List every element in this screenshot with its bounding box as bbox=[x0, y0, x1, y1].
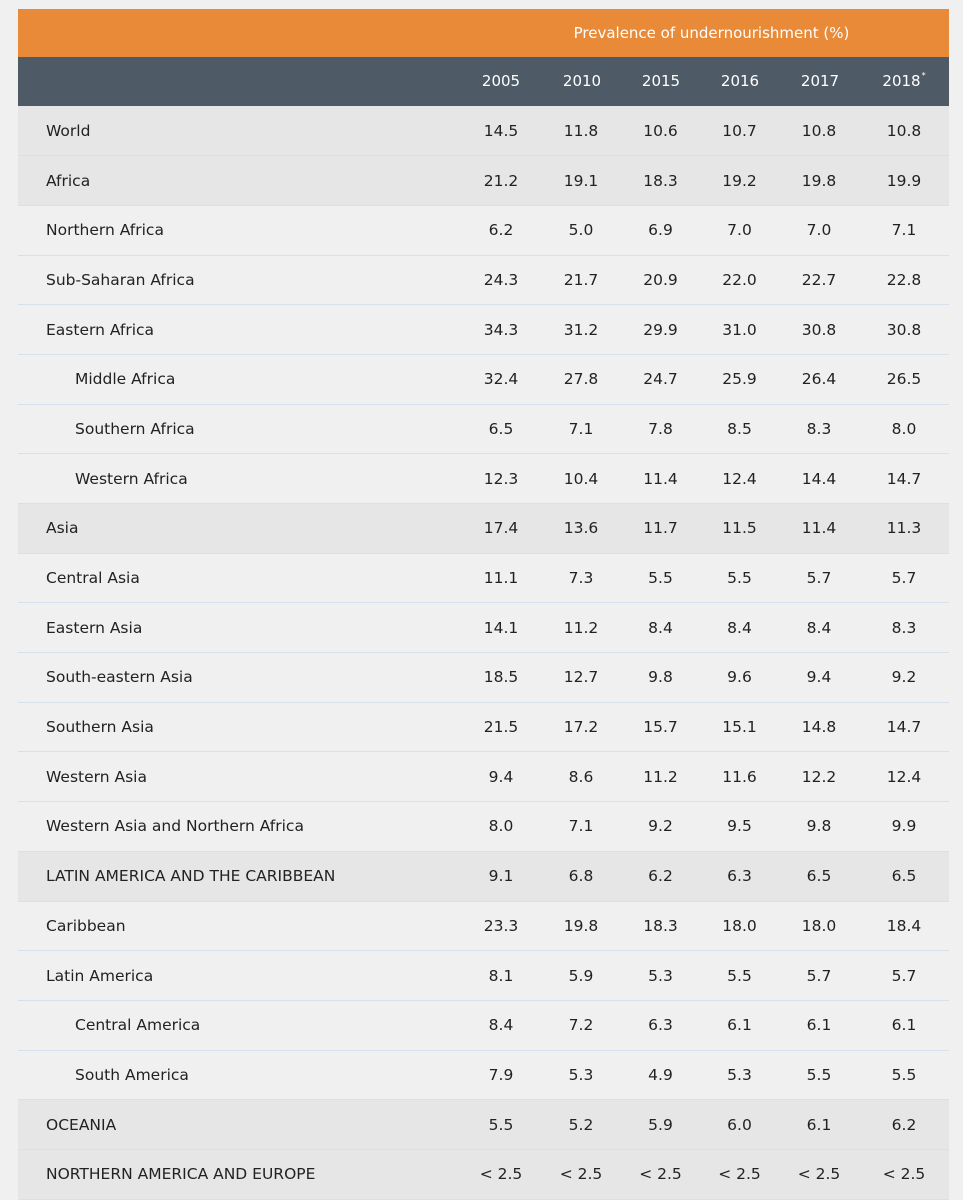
value-cell: 6.8 bbox=[541, 851, 621, 901]
value-cell: 6.0 bbox=[700, 1100, 779, 1150]
value-cell: 11.8 bbox=[541, 106, 621, 156]
value-cell: 6.1 bbox=[779, 1100, 859, 1150]
value-cell: 9.4 bbox=[779, 653, 859, 703]
value-cell: 31.0 bbox=[700, 305, 779, 355]
value-cell: 11.4 bbox=[621, 454, 700, 504]
value-cell: 26.5 bbox=[859, 354, 949, 404]
value-cell: 5.3 bbox=[621, 951, 700, 1001]
value-cell: 12.3 bbox=[461, 454, 541, 504]
value-cell: 18.3 bbox=[621, 901, 700, 951]
region-label: South America bbox=[18, 1050, 461, 1100]
value-cell: 30.8 bbox=[779, 305, 859, 355]
value-cell: 8.4 bbox=[779, 603, 859, 653]
value-cell: 19.9 bbox=[859, 156, 949, 206]
value-cell: 14.4 bbox=[779, 454, 859, 504]
table-title: Prevalence of undernourishment (%) bbox=[573, 24, 850, 42]
region-label: Eastern Asia bbox=[18, 603, 461, 653]
value-cell: 23.3 bbox=[461, 901, 541, 951]
value-cell: 21.5 bbox=[461, 702, 541, 752]
table-row bbox=[18, 553, 949, 603]
value-cell: 5.7 bbox=[779, 951, 859, 1001]
value-cell: 31.2 bbox=[541, 305, 621, 355]
value-cell: 6.1 bbox=[779, 1000, 859, 1050]
value-cell: 6.5 bbox=[859, 851, 949, 901]
year-label: 2015 bbox=[641, 72, 681, 90]
region-label: Central America bbox=[18, 1000, 461, 1050]
value-cell: 5.3 bbox=[700, 1050, 779, 1100]
table-row bbox=[18, 454, 949, 504]
value-cell: 7.1 bbox=[859, 205, 949, 255]
region-label: Western Africa bbox=[18, 454, 461, 504]
value-cell: 9.6 bbox=[700, 653, 779, 703]
value-cell: 8.4 bbox=[700, 603, 779, 653]
value-cell: 7.2 bbox=[541, 1000, 621, 1050]
region-label: Caribbean bbox=[18, 901, 461, 951]
value-cell: 17.2 bbox=[541, 702, 621, 752]
value-cell: 7.0 bbox=[779, 205, 859, 255]
region-label: Central Asia bbox=[18, 553, 461, 603]
table-row bbox=[18, 951, 949, 1001]
value-cell: 7.1 bbox=[541, 802, 621, 852]
value-cell: 18.0 bbox=[779, 901, 859, 951]
value-cell: 6.5 bbox=[461, 404, 541, 454]
region-label: Africa bbox=[18, 156, 461, 206]
region-label: Middle Africa bbox=[18, 354, 461, 404]
region-label: LATIN AMERICA AND THE CARIBBEAN bbox=[18, 851, 461, 901]
region-label: Asia bbox=[18, 504, 461, 554]
year-header bbox=[461, 57, 541, 106]
table-row bbox=[18, 1149, 949, 1199]
table-row bbox=[18, 106, 949, 156]
table-row bbox=[18, 404, 949, 454]
value-cell: 21.2 bbox=[461, 156, 541, 206]
value-cell: 11.3 bbox=[859, 504, 949, 554]
value-cell: 18.5 bbox=[461, 653, 541, 703]
value-cell: 11.1 bbox=[461, 553, 541, 603]
year-header bbox=[700, 57, 780, 106]
value-cell: 20.9 bbox=[621, 255, 700, 305]
table-row bbox=[18, 752, 949, 802]
value-cell: 7.0 bbox=[700, 205, 779, 255]
year-label: 2016 bbox=[720, 72, 760, 90]
value-cell: 9.9 bbox=[859, 802, 949, 852]
table-row bbox=[18, 205, 949, 255]
value-cell: 14.5 bbox=[461, 106, 541, 156]
value-cell: 14.7 bbox=[859, 454, 949, 504]
table-row bbox=[18, 702, 949, 752]
value-cell: 11.7 bbox=[621, 504, 700, 554]
value-cell: 7.3 bbox=[541, 553, 621, 603]
year-label: 2017 bbox=[800, 72, 840, 90]
value-cell: 5.7 bbox=[779, 553, 859, 603]
table-body bbox=[18, 106, 949, 1200]
value-cell: 25.9 bbox=[700, 354, 779, 404]
value-cell: 27.8 bbox=[541, 354, 621, 404]
value-cell: 19.2 bbox=[700, 156, 779, 206]
value-cell: 12.4 bbox=[859, 752, 949, 802]
value-cell: 8.5 bbox=[700, 404, 779, 454]
value-cell: 5.9 bbox=[621, 1100, 700, 1150]
value-cell: 11.4 bbox=[779, 504, 859, 554]
table-row bbox=[18, 504, 949, 554]
value-cell: 19.8 bbox=[779, 156, 859, 206]
year-label: 2018 bbox=[882, 72, 921, 90]
value-cell: 4.9 bbox=[621, 1050, 700, 1100]
value-cell: 5.2 bbox=[541, 1100, 621, 1150]
value-cell: 5.9 bbox=[541, 951, 621, 1001]
year-label: 2005 bbox=[481, 72, 521, 90]
value-cell: 5.5 bbox=[779, 1050, 859, 1100]
value-cell: 6.9 bbox=[621, 205, 700, 255]
value-cell: 5.3 bbox=[541, 1050, 621, 1100]
value-cell: 22.0 bbox=[700, 255, 779, 305]
value-cell: 5.5 bbox=[700, 951, 779, 1001]
year-header bbox=[542, 57, 622, 106]
value-cell: 5.5 bbox=[461, 1100, 541, 1150]
value-cell: 10.8 bbox=[859, 106, 949, 156]
value-cell: 11.6 bbox=[700, 752, 779, 802]
region-label: NORTHERN AMERICA AND EUROPE bbox=[18, 1149, 461, 1199]
value-cell: 8.1 bbox=[461, 951, 541, 1001]
table-title-band bbox=[18, 9, 949, 57]
value-cell: 8.4 bbox=[621, 603, 700, 653]
value-cell: 26.4 bbox=[779, 354, 859, 404]
value-cell: < 2.5 bbox=[621, 1149, 700, 1199]
value-cell: 22.7 bbox=[779, 255, 859, 305]
value-cell: 10.8 bbox=[779, 106, 859, 156]
year-header bbox=[864, 57, 944, 106]
region-label: Northern Africa bbox=[18, 205, 461, 255]
value-cell: 10.4 bbox=[541, 454, 621, 504]
region-label: Southern Africa bbox=[18, 404, 461, 454]
value-cell: 18.3 bbox=[621, 156, 700, 206]
year-header bbox=[621, 57, 701, 106]
value-cell: 6.1 bbox=[859, 1000, 949, 1050]
value-cell: 8.0 bbox=[859, 404, 949, 454]
value-cell: 6.1 bbox=[700, 1000, 779, 1050]
value-cell: 10.6 bbox=[621, 106, 700, 156]
value-cell: 9.8 bbox=[621, 653, 700, 703]
value-cell: 15.1 bbox=[700, 702, 779, 752]
value-cell: 5.5 bbox=[859, 1050, 949, 1100]
value-cell: 9.5 bbox=[700, 802, 779, 852]
table-row bbox=[18, 653, 949, 703]
value-cell: 11.2 bbox=[621, 752, 700, 802]
value-cell: 6.3 bbox=[700, 851, 779, 901]
footnote-mark: * bbox=[921, 71, 926, 80]
value-cell: < 2.5 bbox=[541, 1149, 621, 1199]
value-cell: 19.1 bbox=[541, 156, 621, 206]
value-cell: 24.7 bbox=[621, 354, 700, 404]
value-cell: 7.8 bbox=[621, 404, 700, 454]
table-row bbox=[18, 603, 949, 653]
table-row bbox=[18, 1100, 949, 1150]
value-cell: 9.8 bbox=[779, 802, 859, 852]
table-row bbox=[18, 1000, 949, 1050]
region-label: Southern Asia bbox=[18, 702, 461, 752]
value-cell: 17.4 bbox=[461, 504, 541, 554]
value-cell: 12.2 bbox=[779, 752, 859, 802]
region-label: World bbox=[18, 106, 461, 156]
value-cell: 24.3 bbox=[461, 255, 541, 305]
value-cell: < 2.5 bbox=[700, 1149, 779, 1199]
region-label: OCEANIA bbox=[18, 1100, 461, 1150]
value-cell: 14.8 bbox=[779, 702, 859, 752]
value-cell: 5.7 bbox=[859, 951, 949, 1001]
value-cell: 29.9 bbox=[621, 305, 700, 355]
value-cell: 8.3 bbox=[859, 603, 949, 653]
value-cell: 9.1 bbox=[461, 851, 541, 901]
value-cell: 12.4 bbox=[700, 454, 779, 504]
value-cell: 12.7 bbox=[541, 653, 621, 703]
year-header-row bbox=[18, 57, 949, 106]
table-row bbox=[18, 802, 949, 852]
value-cell: 15.7 bbox=[621, 702, 700, 752]
value-cell: 9.2 bbox=[621, 802, 700, 852]
value-cell: 6.3 bbox=[621, 1000, 700, 1050]
region-label: Sub-Saharan Africa bbox=[18, 255, 461, 305]
table-row bbox=[18, 1050, 949, 1100]
value-cell: < 2.5 bbox=[859, 1149, 949, 1199]
value-cell: 8.6 bbox=[541, 752, 621, 802]
region-label: Western Asia and Northern Africa bbox=[18, 802, 461, 852]
value-cell: 7.9 bbox=[461, 1050, 541, 1100]
table-row bbox=[18, 901, 949, 951]
region-label: South-eastern Asia bbox=[18, 653, 461, 703]
table-row bbox=[18, 851, 949, 901]
value-cell: 11.5 bbox=[700, 504, 779, 554]
value-cell: 5.5 bbox=[700, 553, 779, 603]
value-cell: 5.5 bbox=[621, 553, 700, 603]
value-cell: 19.8 bbox=[541, 901, 621, 951]
table-row bbox=[18, 305, 949, 355]
value-cell: 8.3 bbox=[779, 404, 859, 454]
value-cell: 8.0 bbox=[461, 802, 541, 852]
region-label: Eastern Africa bbox=[18, 305, 461, 355]
region-label: Latin America bbox=[18, 951, 461, 1001]
value-cell: 18.4 bbox=[859, 901, 949, 951]
value-cell: 8.4 bbox=[461, 1000, 541, 1050]
value-cell: 6.2 bbox=[859, 1100, 949, 1150]
value-cell: 9.4 bbox=[461, 752, 541, 802]
value-cell: 32.4 bbox=[461, 354, 541, 404]
value-cell: 7.1 bbox=[541, 404, 621, 454]
table-row bbox=[18, 156, 949, 206]
value-cell: 22.8 bbox=[859, 255, 949, 305]
value-cell: 13.6 bbox=[541, 504, 621, 554]
value-cell: 21.7 bbox=[541, 255, 621, 305]
table-row bbox=[18, 255, 949, 305]
value-cell: 30.8 bbox=[859, 305, 949, 355]
value-cell: < 2.5 bbox=[461, 1149, 541, 1199]
value-cell: 6.5 bbox=[779, 851, 859, 901]
year-label: 2010 bbox=[562, 72, 602, 90]
table-row bbox=[18, 354, 949, 404]
value-cell: 6.2 bbox=[461, 205, 541, 255]
value-cell: 10.7 bbox=[700, 106, 779, 156]
region-label: Western Asia bbox=[18, 752, 461, 802]
value-cell: < 2.5 bbox=[779, 1149, 859, 1199]
value-cell: 9.2 bbox=[859, 653, 949, 703]
value-cell: 14.1 bbox=[461, 603, 541, 653]
value-cell: 5.0 bbox=[541, 205, 621, 255]
year-header bbox=[780, 57, 860, 106]
value-cell: 18.0 bbox=[700, 901, 779, 951]
undernourishment-table bbox=[18, 9, 949, 1200]
value-cell: 34.3 bbox=[461, 305, 541, 355]
value-cell: 5.7 bbox=[859, 553, 949, 603]
value-cell: 11.2 bbox=[541, 603, 621, 653]
value-cell: 6.2 bbox=[621, 851, 700, 901]
value-cell: 14.7 bbox=[859, 702, 949, 752]
